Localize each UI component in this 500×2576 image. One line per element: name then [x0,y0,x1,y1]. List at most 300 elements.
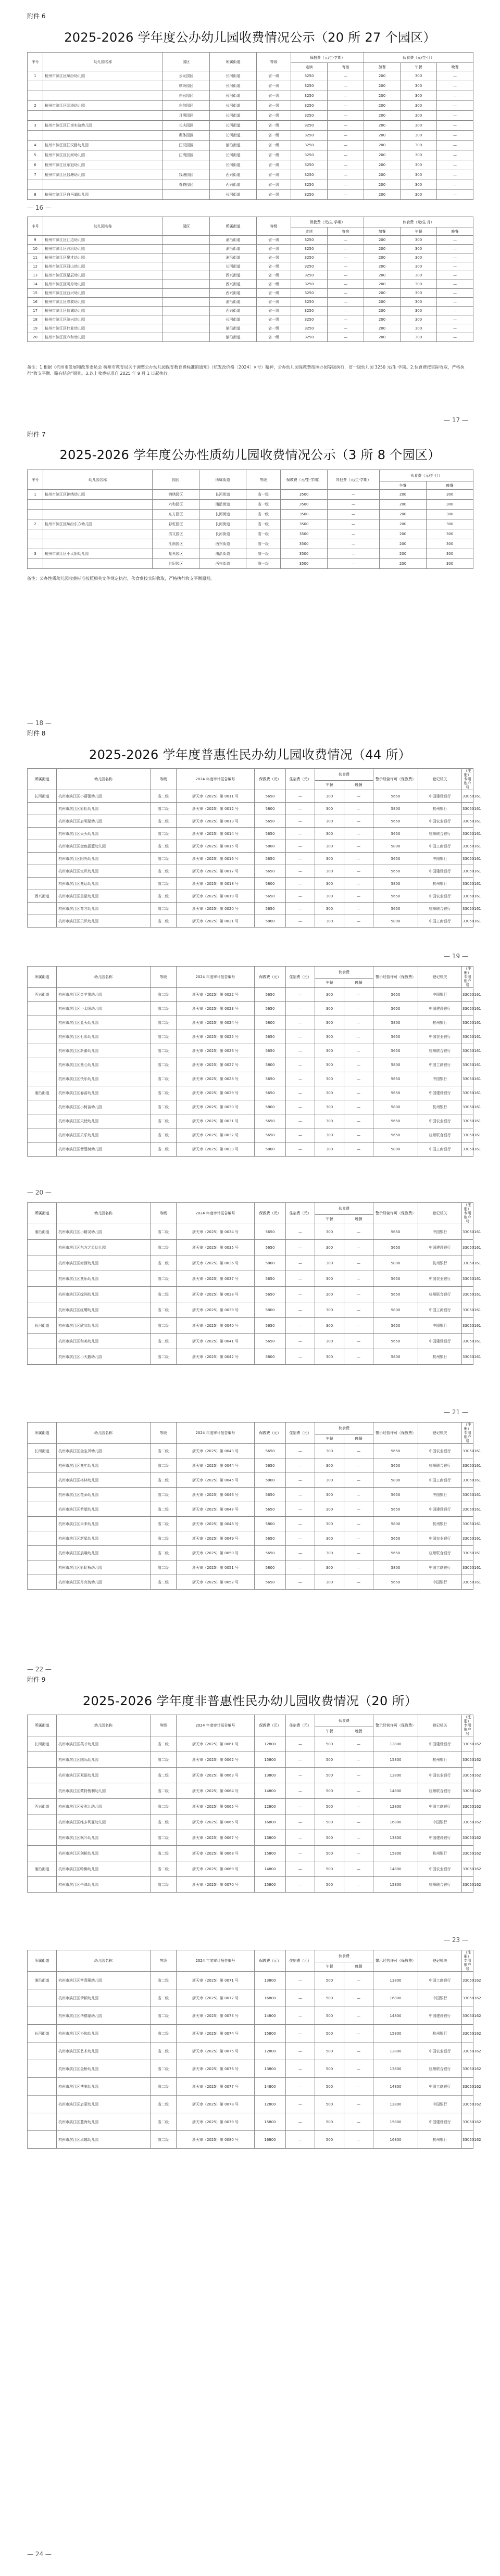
col-fee: 保教费（元） [255,967,286,988]
col-meal: 伙食费（元/生·月） [380,470,473,481]
table-cell: 300 [315,1240,344,1255]
table-row [28,280,473,289]
table-cell: 300 [401,180,437,190]
table-cell: 500 [315,2096,344,2113]
table-cell: 5650 [373,1488,418,1502]
table-cell: 300 [401,190,437,200]
table-cell: 33050161 [462,790,473,803]
table-cell [28,1814,57,1830]
table-cell: 5650 [373,1030,418,1044]
col-meal: 伙食费 [315,1715,373,1727]
col-meal: 伙食费 [315,1203,373,1215]
table-cell: 江汉园区 [163,141,210,150]
table-cell: — [286,2042,315,2060]
col-permit: 登记机关 [418,967,462,988]
table-cell: 杭州市滨江区欣欣幼儿园 [57,1318,151,1334]
table-cell: 中国银行 [418,1318,462,1334]
table-cell: 长河街道 [210,150,257,160]
table-cell: 浙天审（2025）第 0045 号 [177,1473,255,1488]
col-local: 警示经营许可（保教费） [373,1950,418,1972]
table-row [28,1473,473,1488]
col-fee: 保教费（元） [255,1715,286,1736]
table-cell: 16800 [255,1989,286,2007]
table-cell: — [286,1846,315,1861]
table-cell: 5800 [373,1517,418,1531]
table-cell [28,865,57,878]
table-cell: 500 [315,1877,344,1893]
table-cell: 500 [315,1799,344,1814]
table-cell: — [344,1128,373,1143]
table-cell: 浙天审（2025）第 0041 号 [177,1334,255,1349]
table-cell: 杭州市滨江区金苹果幼儿园 [57,988,151,1002]
table-cell: 浙天审（2025）第 0072 号 [177,1989,255,2007]
table-cell: — [286,915,315,928]
table-cell: — [344,1334,373,1349]
col-street: 所属街道 [28,1715,57,1736]
table-row [28,549,473,559]
table-cell: 33050162 [462,2113,473,2131]
table-cell: — [328,160,364,170]
col-reg: （注册）专用账户号 [462,967,473,988]
table-cell: 省二级 [151,1072,177,1086]
table-cell: 浙天审（2025）第 0049 号 [177,1531,255,1546]
col-grade: 等级 [257,53,291,71]
table-cell [28,1302,57,1318]
table-cell: 长河街道 [210,121,257,131]
table-cell: 33050162 [462,2042,473,2060]
table-cell: 300 [315,1287,344,1302]
col-name: 幼儿园名称 [57,1423,151,1444]
table-cell: 13800 [373,1972,418,1989]
table-cell: 省二级 [151,828,177,840]
table-cell: 33050162 [462,2096,473,2113]
table-cell: 9 [28,236,43,245]
table-row [28,150,473,160]
table-cell: — [286,878,315,890]
table-cell: 杭州市滨江区彩虹桥幼儿园 [57,1560,151,1575]
table-cell: 省一级 [257,81,291,91]
table-cell: 200 [364,324,401,333]
table-cell: 浙天审（2025）第 0067 号 [177,1830,255,1846]
table-cell: 5650 [373,1086,418,1100]
table-cell: 200 [364,101,401,111]
table-cell: — [286,1861,315,1877]
col-audit: 2024 年度审计报告编号 [177,967,255,988]
table-cell: — [344,1030,373,1044]
table-cell: — [344,1086,373,1100]
table-cell: 省一级 [257,141,291,150]
table-row [28,1016,473,1030]
table-cell [28,1488,57,1502]
table-cell: 杭州市滨江区绿洲幼儿园 [57,1287,151,1302]
col-name: 幼儿园名称 [43,470,153,490]
table-cell: 浙天审（2025）第 0036 号 [177,1255,255,1271]
table-cell: 省一级 [257,271,291,280]
table-cell: 5650 [255,1318,286,1334]
table-cell: 中国农业银行 [418,1531,462,1546]
table-row [28,988,473,1002]
table-cell: — [286,1768,315,1783]
table-cell: 33050161 [462,1334,473,1349]
table-cell [28,1287,57,1302]
table-cell: 300 [315,1517,344,1531]
table-cell: 5650 [373,890,418,903]
table-cell: 西兴街道 [210,180,257,190]
table-row [28,1444,473,1458]
table-cell: 浙天审（2025）第 0020 号 [177,903,255,915]
table-cell: 中国银行 [418,1989,462,2007]
table-row [28,253,473,262]
table-cell: 5650 [373,1458,418,1473]
table-cell: — [437,324,473,333]
table-cell: — [286,1830,315,1846]
table-cell: 杭州市滨江区维多利亚幼儿园 [57,1814,151,1830]
table-cell: 省一级 [246,510,281,519]
table-cell: 13 [28,271,43,280]
table-cell [28,803,57,815]
table-cell: 杭州联合银行 [418,2060,462,2078]
table-cell: — [286,2007,315,2025]
table-cell: 5650 [255,1114,286,1128]
table-cell: 19 [28,324,43,333]
table-cell: 中国银行 [418,1224,462,1240]
table-cell: 3250 [291,150,328,160]
table-cell: — [286,853,315,865]
table-cell: 杭州市滨江区缤纷东方幼儿园 [43,519,153,529]
table-cell: 中国农业银行 [418,1861,462,1877]
table-cell: — [344,2025,373,2042]
table-cell: 省二级 [151,915,177,928]
table-row [28,529,473,539]
table-cell [28,111,43,121]
table-cell: 300 [315,1560,344,1575]
col-grade: 等级 [151,1423,177,1444]
table-cell: 5650 [373,1271,418,1287]
table-cell [28,2078,57,2096]
table-cell: 5800 [255,1255,286,1271]
table-cell: 浙天审（2025）第 0065 号 [177,1799,255,1814]
table-cell: 杭州市滨江区未来幼儿园 [57,1517,151,1531]
table-cell: 杭州市滨江区启明星幼儿园 [57,815,151,828]
table-row [28,1114,473,1128]
table-cell: 浙天审（2025）第 0029 号 [177,1086,255,1100]
table-cell: — [328,315,364,324]
table-cell: 5800 [255,1349,286,1365]
table-cell: — [344,1302,373,1318]
table-cell: 33050161 [462,840,473,853]
table-cell: 13800 [373,1768,418,1783]
table-cell: 300 [315,1473,344,1488]
table-cell: 5800 [373,1560,418,1575]
col-name: 幼儿园名称 [57,1950,151,1972]
table-cell: 5650 [373,1072,418,1086]
table-row [28,790,473,803]
table-cell: 杭州市滨江区小精灵幼儿园 [57,1224,151,1240]
col-other: 住宿费（元） [286,1423,315,1444]
table-cell: 杭州银行 [418,1016,462,1030]
table-cell [163,190,210,200]
table-cell: 500 [315,1768,344,1783]
table-cell: 长河街道 [199,510,246,519]
table-row [28,539,473,549]
table-cell: — [328,141,364,150]
table-cell: 长河街道 [210,131,257,141]
table-cell: 省一级 [257,253,291,262]
col-audit: 2024 年度审计报告编号 [177,1423,255,1444]
table-cell: 杭州市滨江区蓝海幼儿园 [57,2113,151,2131]
table-row [28,890,473,903]
table-cell: 300 [315,1086,344,1100]
table-cell: 杭州联合银行 [418,1128,462,1143]
table-cell: 300 [401,271,437,280]
table-cell: — [286,1488,315,1502]
table-cell: 中国工商银行 [418,915,462,928]
table-cell: — [344,1058,373,1072]
table-cell: — [286,1287,315,1302]
table-cell: 浙天审（2025）第 0077 号 [177,2078,255,2096]
table-cell: 浙天审（2025）第 0052 号 [177,1575,255,1590]
table-cell: — [286,1502,315,1517]
table-cell [28,500,43,510]
table-cell: — [286,2113,315,2131]
table-cell: 5650 [255,1458,286,1473]
table-cell [28,2060,57,2078]
table-cell: 200 [364,190,401,200]
table-cell: 16800 [373,1814,418,1830]
col-meal: 伙食费 [315,1950,373,1962]
table-cell: 浙天审（2025）第 0034 号 [177,1224,255,1240]
table-cell: — [437,111,473,121]
table-cell: 中国银行 [418,1575,462,1590]
table-cell: 300 [427,549,473,559]
table-cell [28,1240,57,1255]
table-cell: — [328,324,364,333]
table-cell: — [286,903,315,915]
table-cell: 300 [401,71,437,81]
table-cell: 5650 [373,903,418,915]
table-cell: 500 [315,2060,344,2078]
table-cell: 浙天审（2025）第 0075 号 [177,2042,255,2060]
table-cell: — [328,333,364,342]
table-cell: 33050161 [462,1030,473,1044]
table-cell: 省二级 [151,2060,177,2078]
table-cell: — [328,71,364,81]
annex8-table-part3 [27,1202,481,1365]
table-cell [28,840,57,853]
table-cell: 5650 [255,1086,286,1100]
table-cell: — [286,1546,315,1560]
table-cell: 杭州市滨江区聚才幼儿园 [43,253,163,262]
table-cell: — [437,236,473,245]
col-street: 所属街道 [210,53,257,71]
table-cell: 300 [315,890,344,903]
table-cell: 浙天审（2025）第 0019 号 [177,890,255,903]
table-cell: — [437,280,473,289]
table-cell: 16800 [373,1989,418,2007]
table-cell: 省二级 [151,903,177,915]
table-cell: — [344,1846,373,1861]
table-cell: 杭州市滨江区宝贝幼儿园 [57,865,151,878]
col-grade: 等级 [151,967,177,988]
table-cell: 7 [28,170,43,180]
table-cell: 杭州市滨江区金色摇篮幼儿园 [57,840,151,853]
table-cell: 300 [401,289,437,298]
table-cell: 6 [28,160,43,170]
table-cell: 14800 [373,2078,418,2096]
table-cell: — [437,170,473,180]
table-cell [28,1458,57,1473]
table-cell: 5650 [255,1575,286,1590]
table-cell: — [286,1458,315,1473]
table-cell: 省二级 [151,1972,177,1989]
table-cell: 杭州市滨江区星星幼儿园 [57,890,151,903]
table-cell: 省一级 [246,539,281,549]
table-cell: 中国农业银行 [418,890,462,903]
table-cell: 10 [28,245,43,253]
table-cell: 西兴街道 [28,988,57,1002]
table-cell: 长河街道 [210,315,257,324]
table-row [28,91,473,101]
table-cell: — [437,131,473,141]
table-cell [28,1575,57,1590]
table-cell [163,160,210,170]
table-cell [28,180,43,190]
table-cell: — [286,828,315,840]
table-cell: 5650 [373,1114,418,1128]
table-row [28,903,473,915]
table-row [28,915,473,928]
table-cell: 杭州银行 [418,2131,462,2149]
table-cell: 长河街道 [210,262,257,271]
table-cell: — [328,170,364,180]
table-cell: 3250 [291,324,328,333]
table-cell: 300 [315,1502,344,1517]
table-cell: 200 [380,529,427,539]
col-other: 住宿费（元） [286,967,315,988]
table-cell: 杭州市滨江区彩虹幼儿园 [57,803,151,815]
table-cell: 500 [315,1861,344,1877]
table-cell: 彩虹园区 [153,519,199,529]
table-cell: 东冠园区 [163,91,210,101]
table-cell: — [344,1271,373,1287]
table-cell: 300 [315,1302,344,1318]
table-cell: 省二级 [151,1473,177,1488]
table-cell: 5650 [373,815,418,828]
table-cell: — [286,1473,315,1488]
table-cell: 33050161 [462,1128,473,1143]
table-cell: 中国建设银行 [418,1334,462,1349]
table-cell: 33050162 [462,1846,473,1861]
table-cell: 浙天审（2025）第 0047 号 [177,1502,255,1517]
table-row [28,101,473,111]
table-cell: 3250 [291,262,328,271]
table-cell: 3500 [281,559,328,569]
col-lunch: 午餐 [315,1962,344,1971]
table-cell: 杭州市滨江区童乐幼儿园 [57,1271,151,1287]
table-cell: 省二级 [151,1318,177,1334]
table-cell: 33050161 [462,1349,473,1365]
table-cell: — [286,1531,315,1546]
table-cell: — [328,245,364,253]
table-cell: 省一级 [246,529,281,539]
col-seq: 序号 [28,470,43,490]
table-cell [28,1846,57,1861]
table-cell: 300 [401,141,437,150]
table-cell: 3250 [291,91,328,101]
table-cell: 300 [315,1488,344,1502]
table-cell: 省一级 [246,549,281,559]
table-cell: 省二级 [151,1287,177,1302]
table-cell: 3250 [291,121,328,131]
table-cell: 5650 [373,865,418,878]
table-row [28,1458,473,1473]
table-cell: 300 [427,519,473,529]
col-street: 所属街道 [210,217,257,236]
col-audit: 2024 年度审计报告编号 [177,1715,255,1736]
table-cell: 33050162 [462,2078,473,2096]
table-cell: 500 [315,1814,344,1830]
table-cell: 浙天审（2025）第 0022 号 [177,988,255,1002]
table-cell: 1 [28,71,43,81]
table-cell [163,333,210,342]
table-cell [28,1114,57,1128]
table-cell: — [328,91,364,101]
table-cell: — [344,1488,373,1502]
table-cell: 13800 [373,1830,418,1846]
table-cell: 杭州市滨江区希望幼儿园 [57,1502,151,1517]
table-cell [28,1531,57,1546]
table-cell: 杭州市滨江区红缨幼儿园 [57,1302,151,1318]
col-fee: 保教费（元/生·学期） [281,470,328,490]
table-cell [28,1058,57,1072]
table-cell: 5650 [255,1044,286,1058]
table-row [28,298,473,307]
col-lunch: 午餐 [401,227,437,236]
table-cell: 中国银行 [418,1814,462,1830]
table-cell: 杭州市滨江区小蓓蕾幼儿园 [57,790,151,803]
table-cell: 300 [315,865,344,878]
table-cell: 300 [401,253,437,262]
table-cell: 省二级 [151,1114,177,1128]
table-row [28,1846,473,1861]
table-cell: 33050161 [462,1458,473,1473]
table-cell: 300 [401,333,437,342]
table-cell: — [286,803,315,815]
table-cell: 3250 [291,180,328,190]
table-cell: 长河街道 [199,490,246,500]
table-cell: — [344,2113,373,2131]
table-cell: — [344,2078,373,2096]
table-cell: 浙天审（2025）第 0040 号 [177,1318,255,1334]
table-cell: 33050161 [462,1016,473,1030]
table-cell: 300 [401,91,437,101]
table-cell: 西兴街道 [199,559,246,569]
table-cell: 杭州银行 [418,1100,462,1114]
table-cell: 5800 [255,878,286,890]
table-cell: 300 [315,1458,344,1473]
table-cell: 浦沿街道 [210,253,257,262]
table-cell: 省二级 [151,1143,177,1157]
annex6-table-part2 [27,217,473,342]
table-cell: 300 [315,1318,344,1334]
col-local: 警示经营许可（保教费） [373,967,418,988]
table-cell: 500 [315,1972,344,1989]
table-cell: 中国银行 [418,1072,462,1086]
table-cell: 省二级 [151,1531,177,1546]
table-cell: 300 [401,111,437,121]
table-cell: 33050162 [462,1861,473,1877]
table-cell: 长河街道 [210,71,257,81]
